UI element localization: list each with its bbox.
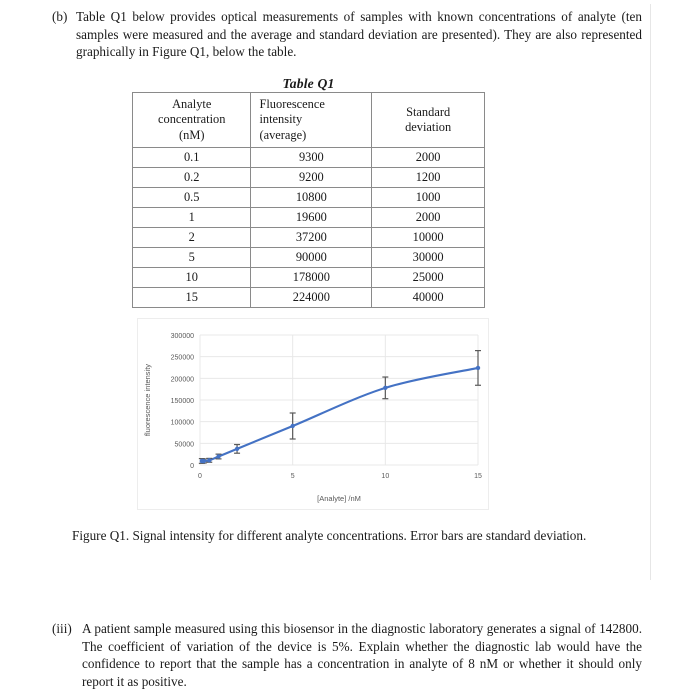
y-tick-label: 0 bbox=[190, 463, 194, 470]
x-tick-label: 5 bbox=[290, 473, 295, 480]
table-row bbox=[133, 228, 485, 248]
header-line: (average) bbox=[259, 127, 307, 142]
data-point-marker bbox=[290, 424, 294, 428]
cell-concentration: 2 bbox=[133, 228, 251, 248]
data-point-marker bbox=[216, 454, 220, 458]
figure-q1-caption: Figure Q1. Signal intensity for different analyte concentrations. Error bars are standard deviation. bbox=[72, 528, 587, 543]
table-header-standard-deviation bbox=[372, 93, 485, 148]
table-header-analyte-concentration bbox=[133, 93, 251, 148]
cell-intensity: 19600 bbox=[251, 208, 372, 228]
cell-stdev: 25000 bbox=[372, 268, 485, 288]
table-row bbox=[133, 268, 485, 288]
x-tick-label: 0 bbox=[198, 473, 202, 480]
paragraph-iii-marker: (iii) bbox=[52, 621, 72, 636]
cell-concentration: 0.5 bbox=[133, 188, 251, 208]
table-body bbox=[133, 148, 485, 308]
y-axis-title: fluorescence intensity bbox=[143, 363, 152, 437]
cell-stdev: 1200 bbox=[372, 168, 485, 188]
table-row bbox=[133, 288, 485, 308]
data-series-line bbox=[202, 368, 478, 461]
data-point-marker bbox=[207, 458, 211, 462]
y-tick-label: 200000 bbox=[170, 376, 194, 384]
paragraph-iii-text: A patient sample measured using this biosensor in the diagnostic laboratory generates a signal of 142800. The coefficient of variation of the device is 5%. Explain whether the diagnostic lab would have the confidence to report that the sample has a concentration in analyte of 8 nM or whether it should only report it as positive. bbox=[82, 621, 642, 689]
table-row bbox=[133, 248, 485, 268]
cell-intensity: 37200 bbox=[251, 228, 372, 248]
header-line: Analyte bbox=[172, 96, 212, 111]
cell-intensity: 10800 bbox=[251, 188, 372, 208]
cell-intensity: 224000 bbox=[251, 288, 372, 308]
table-row bbox=[133, 188, 485, 208]
table-header-row bbox=[133, 93, 485, 148]
header-line: concentration bbox=[158, 112, 226, 127]
cell-concentration: 15 bbox=[133, 288, 251, 308]
cell-intensity: 9300 bbox=[251, 148, 372, 168]
paragraph-iii bbox=[52, 620, 642, 690]
cell-intensity: 9200 bbox=[251, 168, 372, 188]
paragraph-b bbox=[52, 8, 642, 61]
cell-stdev: 30000 bbox=[372, 248, 485, 268]
cell-concentration: 1 bbox=[133, 208, 251, 228]
table-row bbox=[133, 148, 485, 168]
cell-stdev: 2000 bbox=[372, 148, 485, 168]
header-line: intensity bbox=[259, 112, 303, 127]
y-tick-label: 150000 bbox=[170, 398, 194, 405]
header-line: (nM) bbox=[179, 127, 205, 142]
paragraph-b-marker: (b) bbox=[52, 9, 68, 24]
cell-concentration: 0.2 bbox=[133, 168, 251, 188]
cell-concentration: 10 bbox=[133, 268, 251, 288]
y-tick-label: 250000 bbox=[170, 354, 194, 362]
y-tick-label: 300000 bbox=[170, 333, 194, 340]
chart-svg bbox=[138, 319, 486, 507]
page-right-rule bbox=[650, 4, 651, 580]
table-row bbox=[133, 168, 485, 188]
figure-q1-chart bbox=[137, 318, 489, 510]
header-line: Fluorescence bbox=[259, 96, 325, 111]
cell-intensity: 90000 bbox=[251, 248, 372, 268]
header-line: deviation bbox=[405, 120, 452, 134]
paragraph-b-text: Table Q1 below provides optical measurements of samples with known concentrations of analyte (ten samples were measured and the average and standard deviation are presented). They are also represented graphically in Figure Q1, below the table. bbox=[76, 9, 642, 60]
table-header-fluorescence-intensity bbox=[251, 93, 372, 148]
data-point-marker bbox=[202, 459, 206, 463]
header-line: Standard bbox=[406, 104, 451, 119]
table-title: Table Q1 bbox=[282, 76, 335, 91]
table-q1 bbox=[132, 92, 485, 308]
cell-concentration: 5 bbox=[133, 248, 251, 268]
data-point-marker bbox=[235, 447, 239, 451]
x-tick-label: 10 bbox=[381, 473, 390, 480]
x-tick-label: 15 bbox=[474, 473, 482, 480]
cell-stdev: 10000 bbox=[372, 228, 485, 248]
y-tick-label: 100000 bbox=[170, 419, 194, 427]
data-point-marker bbox=[383, 386, 387, 390]
data-point-marker bbox=[476, 366, 480, 370]
x-axis-title: [Analyte] /nM bbox=[317, 494, 361, 503]
cell-stdev: 1000 bbox=[372, 188, 485, 208]
cell-intensity: 178000 bbox=[251, 268, 372, 288]
table-row bbox=[133, 208, 485, 228]
y-tick-label: 50000 bbox=[174, 441, 194, 449]
cell-stdev: 40000 bbox=[372, 288, 485, 308]
cell-concentration: 0.1 bbox=[133, 148, 251, 168]
cell-stdev: 2000 bbox=[372, 208, 485, 228]
